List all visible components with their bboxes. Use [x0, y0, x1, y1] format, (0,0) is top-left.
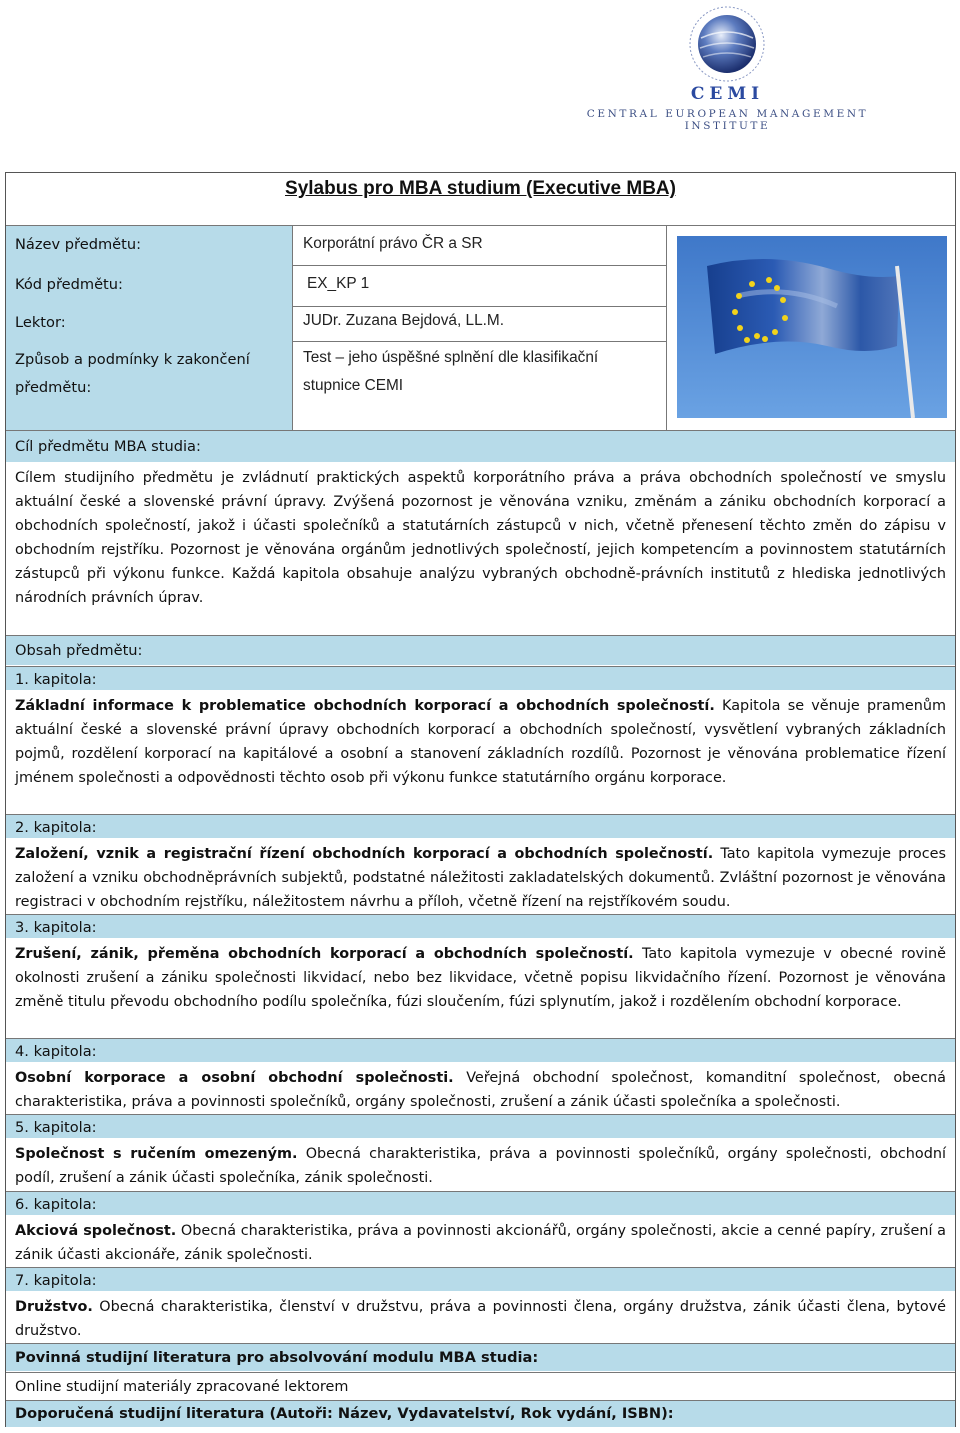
chapter-3-label: 3. kapitola: [6, 914, 955, 938]
chapter-6-text: Akciová společnost. Obecná charakteristika, práva a povinnosti akcionářů, orgány společnosti, akcie a cenné papíry, zrušení a zánik účasti akcionáře, zánik společnosti. [15, 1223, 946, 1263]
logo-subtitle: CENTRAL EUROPEAN MANAGEMENT INSTITUTE [586, 108, 869, 132]
chapter-2-text: Založení, vznik a registrační řízení obchodních korporací a obchodních společností. Tato kapitola vymezuje proces založení a vzniku obchodněprávních subjektů, podstatné náležitosti zakladatelských dokumentů. Zvláštní pozornost je věnována registraci v obchodním rejstříku, náležitostem návrhu a příloh, včetně řízení na rejstříkovém soudu. [15, 846, 946, 910]
chapter-5-label: 5. kapitola: [6, 1114, 955, 1138]
chapter-1-label: 1. kapitola: [6, 666, 955, 690]
required-literature-value: Online studijní materiály zpracované lektorem [6, 1372, 955, 1400]
logo-title: CEMI [690, 84, 765, 104]
completion-value: Test – jeho úspěšné splnění dle klasifikační stupnice CEMI [303, 349, 599, 394]
goal-text: Cílem studijního předmětu je zvládnutí praktických aspektů korporátního práva a práva obchodních společností ve smyslu aktuální české a slovenské právní úpravy. Zvýšená pozornost je věnována vzniku, změnám a zániku obchodních korporací a obchodních společností, jakož i účasti společníků a statutárních zástupců v nich, včetně přenesení těchto změn do zápisu v obchodním rejstříku. Pozornost je věnována orgánům jednotlivých společností, jejich kompetencím a povinnostem statutárních zástupců při výkonu funkce. Každá kapitola obsahuje analýzu vybraných obchodně-právních institutů z hlediska jednotlivých národních právních úprav. [15, 470, 946, 606]
chapter-7-text: Družstvo. Obecná charakteristika, členství v družstvu, práva a povinnosti člena, orgány družstva, zánik účasti člena, bytové družstvo. [15, 1299, 946, 1339]
cemi-logo [555, 4, 900, 132]
info-labels [6, 226, 292, 430]
subject-code-value: EX_KP 1 [307, 275, 370, 292]
required-literature-label: Povinná studijní literatura pro absolvování modulu MBA studia: [6, 1343, 955, 1371]
chapter-1-text: Základní informace k problematice obchodních korporací a obchodních společností. Kapitola se věnuje pramenům aktuální české a slovenské právní úpravy obchodních korporací a obchodních společností, vysvětlení vybraných základních pojmů, rozdělení korporací na kapitálové a osobní a stanovení základních rozdílů. Pozornost je věnována problematice řízení jménem společnosti a odpovědnosti těchto osob při výkonu funkce statutárního orgánu korporace. [15, 698, 946, 786]
subject-name-label: Název předmětu: [15, 236, 142, 253]
recommended-literature-label: Doporučená studijní literatura (Autoři: Název, Vydavatelství, Rok vydání, ISBN): [6, 1400, 955, 1427]
chapter-6-label: 6. kapitola: [6, 1191, 955, 1215]
subject-code-label: Kód předmětu: [15, 276, 123, 293]
lecturer-label: Lektor: [15, 314, 66, 331]
lecturer-value: JUDr. Zuzana Bejdová, LL.M. [303, 312, 505, 329]
globe-logo-icon [555, 4, 900, 84]
syllabus-table [5, 172, 956, 1427]
chapter-4-label: 4. kapitola: [6, 1038, 955, 1062]
eu-flag-image [677, 236, 947, 418]
chapter-3-text: Zrušení, zánik, přeměna obchodních korporací a obchodních společností. Tato kapitola vymezuje v obecné rovině okolnosti zrušení a zániku společnosti likvidací, nebo bez likvidace, včetně popisu likvidačního řízení. Pozornost je věnována změně titulu převodu obchodního podílu společníka, fúzi sloučením, fúzi splynutím, jakož i rozdělením obchodní korporace. [15, 946, 946, 1010]
chapter-4-text: Osobní korporace a osobní obchodní společnosti. Veřejná obchodní společnost, komanditní společnost, obecná charakteristika, práva a povinnosti společníků, orgány společnosti, zrušení a zánik účasti společníka a společnosti. [15, 1070, 947, 1110]
document-title: Sylabus pro MBA studium (Executive MBA) [285, 178, 676, 199]
chapter-7-label: 7. kapitola: [6, 1267, 955, 1291]
chapter-5-text: Společnost s ručením omezeným. Obecná charakteristika, práva a povinnosti společníků, orgány společnosti, obchodní podíl, zrušení a zánik účasti společníka, zánik společnosti. [15, 1146, 946, 1186]
completion-label: Způsob a podmínky k zakončení předmětu: [15, 351, 250, 396]
chapter-2-label: 2. kapitola: [6, 814, 955, 838]
subject-name-value: Korporátní právo ČR a SR [303, 235, 483, 252]
content-label: Obsah předmětu: [6, 635, 955, 665]
goal-label: Cíl předmětu MBA studia: [6, 430, 955, 462]
